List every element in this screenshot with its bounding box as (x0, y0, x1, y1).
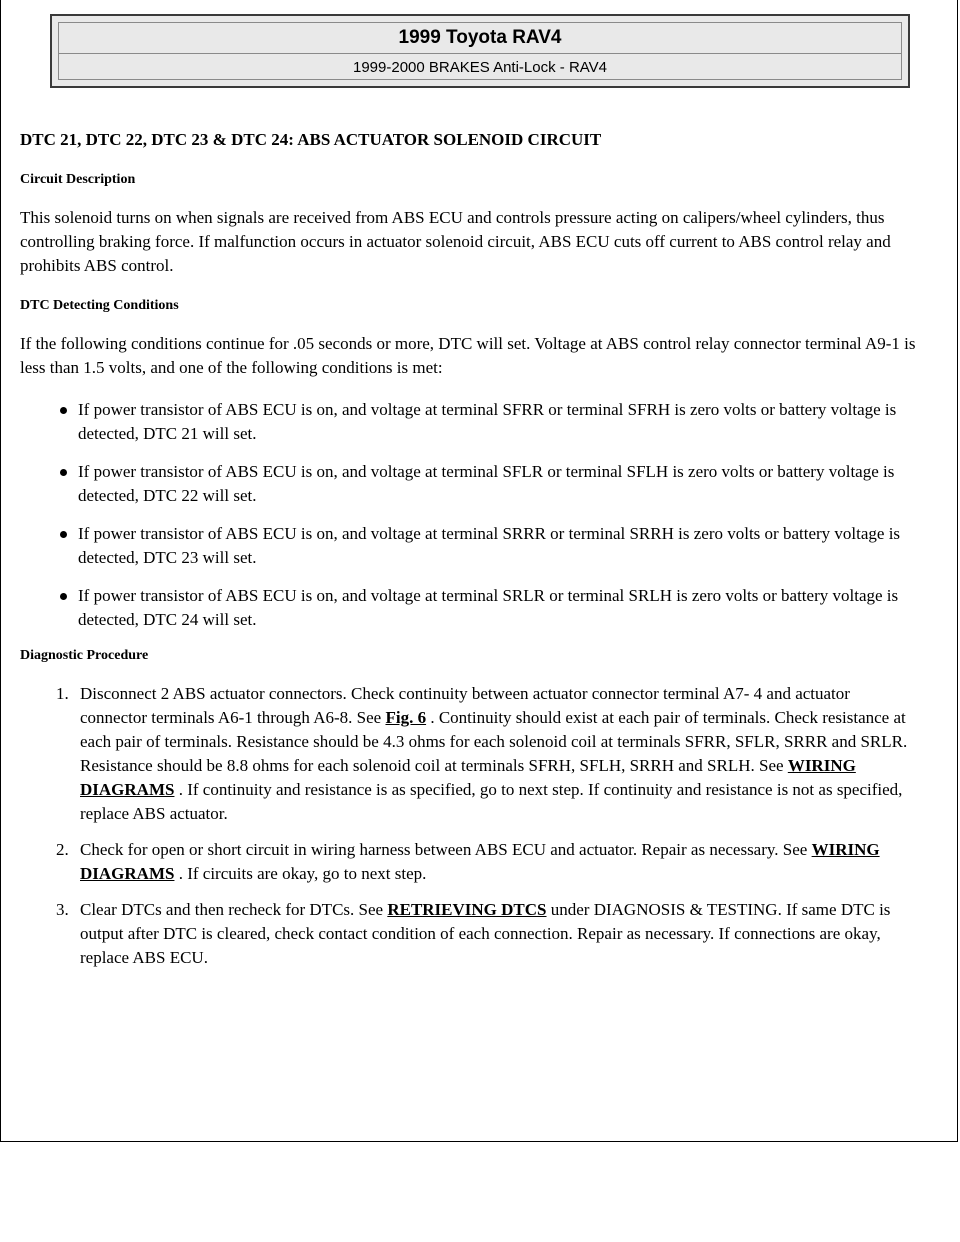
bullet-icon (60, 407, 67, 414)
header-inner (58, 22, 902, 80)
list-item (60, 522, 920, 570)
step-text: . Continuity should exist at each pair of terminals. Check resistance at each pair of terminals. Resistance should be 4.3 ohms for each solenoid coil at terminals SFRR, SFLR, SRRR and SRLR. Resistance should be 8.8 ohms for each solenoid coil at terminals SFRH, SFLH, SRRH and SRLH. See (80, 708, 908, 775)
detecting-conditions-text: If the following conditions continue for .05 seconds or more, DTC will set. Voltage at ABS control relay connector terminal A9-1 is less than 1.5 volts, and one of the following conditions is met: (20, 334, 916, 377)
procedure-step-3 (56, 898, 920, 970)
step-text: under DIAGNOSIS & TESTING. If same DTC is output after DTC is cleared, check contact condition of each connection. Repair as necessary. If connections are okay, replace ABS ECU. (80, 900, 891, 967)
step-text: . If continuity and resistance is as specified, go to next step. If continuity and resistance is not as specified, replace ABS actuator. (80, 780, 903, 823)
list-item (60, 460, 920, 508)
bullet-icon (60, 593, 67, 600)
wiring-diagrams-link[interactable]: WIRING DIAGRAMS (80, 756, 856, 799)
circuit-description-text: This solenoid turns on when signals are received from ABS ECU and controls pressure acting on calipers/wheel cylinders, thus controlling braking force. If malfunction occurs in actuator solenoid circuit, ABS ECU cuts off current to ABS control relay and prohibits ABS control. (20, 208, 891, 275)
wiring-diagrams-link[interactable]: WIRING DIAGRAMS (80, 840, 880, 883)
procedure-step-1 (56, 682, 920, 826)
document-content (20, 128, 920, 982)
bullet-icon (60, 531, 67, 538)
diagnostic-procedure-heading: Diagnostic Procedure (20, 648, 149, 663)
list-item-text: If power transistor of ABS ECU is on, and voltage at terminal SRRR or terminal SRRH is zero volts or battery voltage is detected, DTC 23 will set. (78, 524, 901, 567)
procedure-steps (20, 682, 920, 970)
list-item-text: If power transistor of ABS ECU is on, and voltage at terminal SFLR or terminal SFLH is zero volts or battery voltage is detected, DTC 22 will set. (78, 462, 895, 505)
list-item (60, 584, 920, 632)
retrieving-dtcs-link[interactable]: RETRIEVING DTCS (387, 900, 547, 919)
list-item (60, 398, 920, 446)
header-divider (59, 53, 901, 54)
circuit-description-heading: Circuit Description (20, 172, 136, 187)
procedure-step-2 (56, 838, 920, 886)
document-header (50, 14, 910, 88)
bullet-icon (60, 469, 67, 476)
header-subtitle: 1999-2000 BRAKES Anti-Lock - RAV4 (352, 59, 608, 76)
step-number: 2. (56, 840, 69, 859)
detecting-conditions-heading: DTC Detecting Conditions (20, 298, 179, 313)
step-text: . If circuits are okay, go to next step. (174, 864, 427, 883)
list-item-text: If power transistor of ABS ECU is on, and voltage at terminal SRLR or terminal SRLH is zero volts or battery voltage is detected, DTC 24 will set. (78, 586, 899, 629)
step-text: Clear DTCs and then recheck for DTCs. See (80, 900, 388, 919)
section-title: DTC 21, DTC 22, DTC 23 & DTC 24: ABS ACTUATOR SOLENOID CIRCUIT (20, 130, 602, 149)
header-title: 1999 Toyota RAV4 (398, 27, 562, 48)
step-number: 3. (56, 900, 69, 919)
step-text: Disconnect 2 ABS actuator connectors. Check continuity between actuator connector terminal A7- 4 and actuator connector terminals A6-1 through A6-8. See (80, 684, 850, 727)
fig-6-link[interactable]: Fig. 6 (385, 708, 427, 727)
list-item-text: If power transistor of ABS ECU is on, and voltage at terminal SFRR or terminal SFRH is zero volts or battery voltage is detected, DTC 21 will set. (78, 400, 897, 443)
step-text: Check for open or short circuit in wiring harness between ABS ECU and actuator. Repair as necessary. See (80, 840, 812, 859)
conditions-list (20, 398, 920, 632)
step-number: 1. (56, 684, 69, 703)
